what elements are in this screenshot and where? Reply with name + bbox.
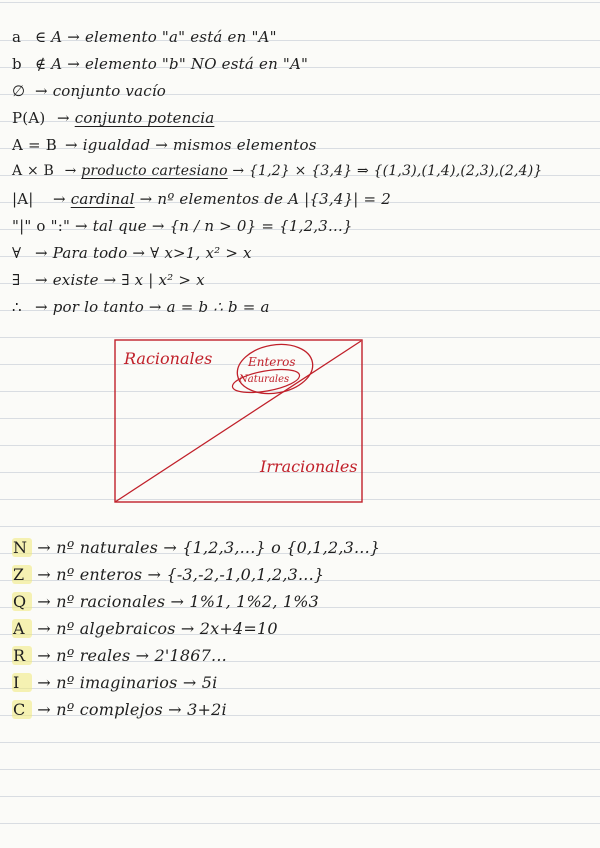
note-line-for-all [12, 244, 252, 262]
set-line-algebraic [12, 619, 278, 638]
integers-ellipse [233, 339, 316, 399]
note-underlined-term: cardinal [70, 190, 135, 208]
note-symbol: a [12, 28, 22, 46]
note-line-cartesian-product [12, 163, 542, 179]
rationals-label: Racionales [124, 349, 213, 368]
set-symbol: Z [12, 565, 32, 584]
note-line-such-that [12, 217, 353, 235]
set-symbol: Q [12, 592, 32, 611]
note-line-not-element-of [12, 55, 308, 73]
note-symbol: ∴ [12, 298, 22, 316]
note-text: ∉ A → elemento "b" NO está en "A" [34, 55, 309, 73]
set-symbol: I [12, 673, 32, 692]
note-symbol: A × B [12, 163, 55, 179]
note-text-rest: → {1,2} × {3,4} ⇒ {(1,3),(1,4),(2,3),(2,4)} [227, 163, 543, 179]
note-line-equality [12, 136, 317, 154]
set-line-complex [12, 700, 227, 719]
set-symbol: R [12, 646, 32, 665]
note-text: → conjunto vacío [34, 82, 167, 100]
note-symbol: A = B [12, 136, 57, 154]
note-text: → [64, 163, 82, 179]
set-text: → nº algebraicos → 2x+4=10 [37, 619, 278, 638]
note-text: → Para todo → ∀ x>1, x² > x [34, 244, 252, 262]
note-symbol: ∅ [12, 82, 26, 100]
note-symbol: ∀ [12, 244, 22, 262]
set-symbol: N [12, 538, 32, 557]
note-symbol: b [12, 55, 22, 73]
note-symbol: |A| [12, 190, 34, 208]
set-text: → nº complejos → 3+2i [37, 700, 227, 719]
note-text: → existe → ∃ x | x² > x [34, 271, 205, 289]
note-line-therefore [12, 298, 270, 316]
set-text: → nº racionales → 1%1, 1%2, 1%3 [37, 592, 320, 611]
note-underlined-term: conjunto potencia [74, 109, 215, 127]
note-text: → tal que → {n / n > 0} = {1,2,3...} [75, 217, 353, 235]
note-line-cardinal [12, 190, 391, 208]
set-line-integers [12, 565, 324, 584]
set-symbol: A [12, 619, 32, 638]
note-text-rest: → nº elementos de A |{3,4}| = 2 [134, 190, 392, 208]
set-text: → nº enteros → {-3,-2,-1,0,1,2,3...} [37, 565, 325, 584]
note-text: → igualdad → mismos elementos [64, 136, 317, 154]
integers-label: Enteros [248, 355, 296, 369]
note-symbol: ∃ [12, 271, 21, 289]
note-symbol: P(A) [12, 109, 46, 127]
set-line-imaginary [12, 673, 217, 692]
note-symbol: "|" o ":" [12, 217, 71, 235]
naturals-label: Naturales [239, 374, 290, 385]
note-text: → [52, 190, 71, 208]
irrationals-label: Irracionales [260, 457, 358, 476]
set-line-rationals [12, 592, 319, 611]
note-text: → [56, 109, 75, 127]
note-underlined-term: producto cartesiano [81, 163, 228, 179]
note-line-power-set [12, 109, 214, 127]
set-line-naturals [12, 538, 380, 557]
set-text: → nº imaginarios → 5i [37, 673, 218, 692]
note-line-empty-set [12, 82, 166, 100]
note-text: ∈ A → elemento "a" está en "A" [34, 28, 277, 46]
note-text: → por lo tanto → a = b ∴ b = a [34, 298, 270, 316]
set-line-reals [12, 646, 227, 665]
set-symbol: C [12, 700, 32, 719]
note-line-element-of [12, 28, 277, 46]
set-text: → nº naturales → {1,2,3,...} o {0,1,2,3...} [37, 538, 381, 557]
number-set-diagram [114, 339, 364, 504]
note-line-exists [12, 271, 205, 289]
set-text: → nº reales → 2'1867... [37, 646, 227, 665]
